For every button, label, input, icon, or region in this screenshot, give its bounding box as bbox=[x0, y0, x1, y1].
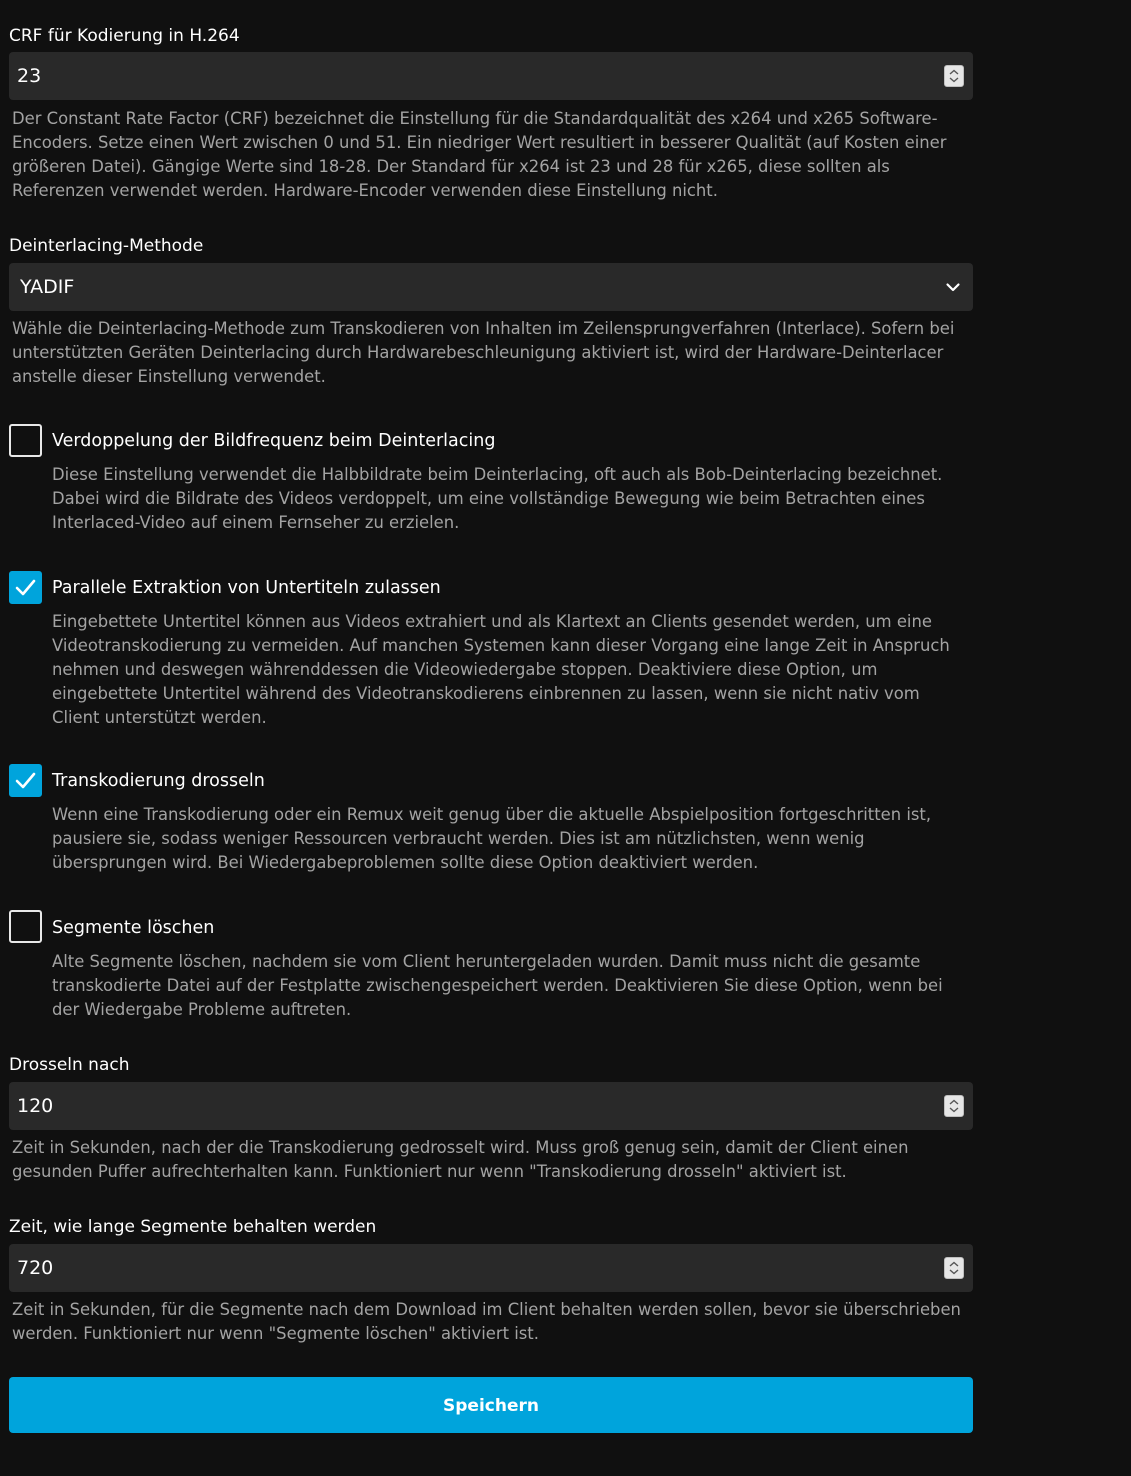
double-rate-label: Verdoppelung der Bildfrequenz beim Deinterlacing bbox=[52, 431, 496, 451]
deinterlace-label: Deinterlacing-Methode bbox=[9, 236, 204, 256]
segment-keep-input[interactable] bbox=[9, 1244, 973, 1292]
throttle-help: Wenn eine Transkodierung oder ein Remux weit genug über die aktuelle Abspielposition fortgeschritten ist, pausiere sie, sodass weniger Ressourcen verbraucht werden. Dies ist am nützlichsten, wenn wenig übersprungen wird. Bei Wiedergabeproblemen sollte diese Option deaktiviert werden. bbox=[52, 805, 932, 872]
segment-keep-label: Zeit, wie lange Segmente behalten werden bbox=[9, 1217, 377, 1237]
spinner-icon[interactable] bbox=[944, 65, 964, 87]
spinner-icon[interactable] bbox=[944, 1095, 964, 1117]
crf-label: CRF für Kodierung in H.264 bbox=[9, 26, 240, 46]
delete-segments-checkbox[interactable] bbox=[9, 910, 42, 943]
deinterlace-select[interactable] bbox=[9, 263, 973, 311]
double-rate-help: Diese Einstellung verwendet die Halbbildrate beim Deinterlacing, oft auch als Bob-Deinterlacing bezeichnet. Dabei wird die Bildrate des Videos verdoppelt, um eine vollständige Bewegung wie beim Betrachten eines Interlaced-Video auf einem Fernseher zu erzielen. bbox=[52, 465, 943, 532]
checkmark-icon bbox=[11, 573, 40, 602]
segment-keep-help: Zeit in Sekunden, für die Segmente nach dem Download im Client behalten werden sollen, bevor sie überschrieben werden. Funktioniert nur wenn "Segmente löschen" aktiviert ist. bbox=[12, 1300, 961, 1343]
delete-segments-label: Segmente löschen bbox=[52, 918, 215, 938]
crf-help: Der Constant Rate Factor (CRF) bezeichnet die Einstellung für die Standardqualität des x264 und x265 Software-Encoders. Setze einen Wert zwischen 0 und 51. Ein niedriger Wert resultiert in besserer Qualität (auf Kosten einer größeren Datei). Gängige Werte sind 18-28. Der Standard für x264 ist 23 und 28 für x265, diese sollten als Referenzen verwendet werden. Hardware-Encoder verwenden diese Einstellung nicht. bbox=[12, 109, 947, 200]
throttle-label: Transkodierung drosseln bbox=[52, 771, 265, 791]
throttle-checkbox[interactable] bbox=[9, 764, 42, 797]
chevron-down-icon bbox=[945, 279, 961, 295]
throttle-after-help: Zeit in Sekunden, nach der die Transkodierung gedrosselt wird. Muss groß genug sein, damit der Client einen gesunden Puffer aufrechterhalten kann. Funktioniert nur wenn "Transkodierung drosseln" aktiviert ist. bbox=[12, 1138, 909, 1181]
throttle-after-value: 120 bbox=[17, 1095, 54, 1117]
deinterlace-help: Wähle die Deinterlacing-Methode zum Transkodieren von Inhalten im Zeilensprungverfahren (Interlace). Sofern bei unterstützten Geräten Deinterlacing durch Hardwarebeschleunigung aktiviert ist, wird der Hardware-Deinterlacer anstelle dieser Einstellung verwendet. bbox=[12, 319, 955, 386]
subtitle-extraction-label: Parallele Extraktion von Untertiteln zulassen bbox=[52, 578, 441, 598]
save-button[interactable]: Speichern bbox=[9, 1377, 973, 1433]
throttle-after-label: Drosseln nach bbox=[9, 1055, 130, 1075]
double-rate-checkbox[interactable] bbox=[9, 424, 42, 457]
segment-keep-value: 720 bbox=[17, 1257, 54, 1279]
spinner-icon[interactable] bbox=[944, 1257, 964, 1279]
subtitle-extraction-help: Eingebettete Untertitel können aus Videos extrahiert und als Klartext an Clients gesendet werden, um eine Videotranskodierung zu vermeiden. Auf manchen Systemen kann dieser Vorgang eine lange Zeit in Anspruch nehmen und deswegen währenddessen die Videowiedergabe stoppen. Deaktiviere diese Option, um eingebettete Untertitel während des Videotranskodierens einbrennen zu lassen, wenn sie nicht nativ vom Client unterstützt werden. bbox=[52, 612, 950, 727]
deinterlace-value: YADIF bbox=[20, 276, 75, 298]
throttle-after-input[interactable] bbox=[9, 1082, 973, 1130]
delete-segments-help: Alte Segmente löschen, nachdem sie vom Client heruntergeladen wurden. Damit muss nicht die gesamte transkodierte Datei auf der Festplatte zwischengespeichert werden. Deaktivieren Sie diese Option, wenn bei der Wiedergabe Probleme auftreten. bbox=[52, 952, 943, 1019]
crf-input[interactable] bbox=[9, 52, 973, 100]
checkmark-icon bbox=[11, 766, 40, 795]
crf-value: 23 bbox=[17, 65, 42, 87]
subtitle-extraction-checkbox[interactable] bbox=[9, 571, 42, 604]
